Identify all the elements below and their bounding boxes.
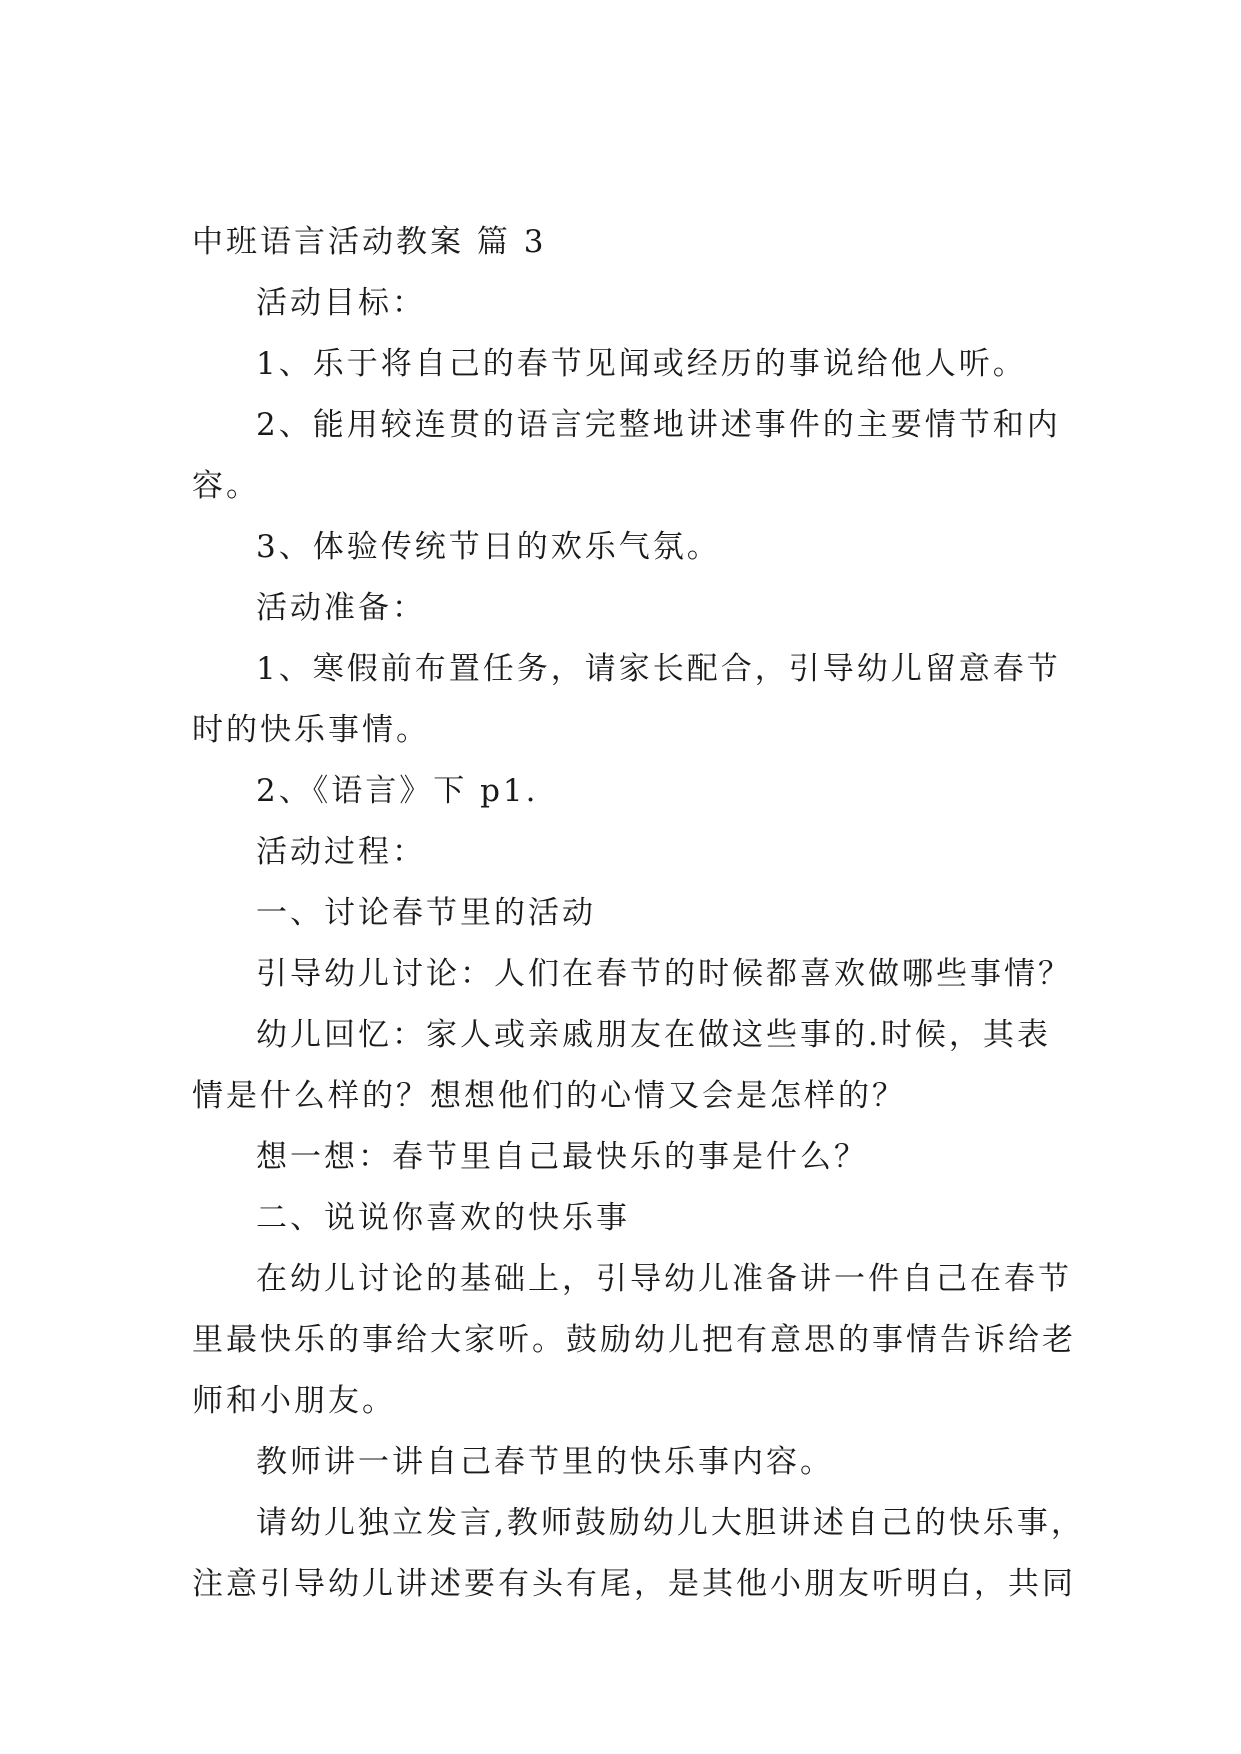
paragraph-line: 情是什么样的？想想他们的心情又会是怎样的？	[192, 1078, 906, 1114]
paragraph-line: 师和小朋友。	[192, 1383, 396, 1419]
paragraph-line: 二、说说你喜欢的快乐事	[256, 1200, 630, 1236]
paragraph-line: 活动准备：	[256, 590, 426, 626]
paragraph-line: 引导幼儿讨论：人们在春节的时候都喜欢做哪些事情？	[256, 956, 1072, 992]
paragraph-line: 3、体验传统节日的欢乐气氛。	[256, 529, 721, 565]
document-title: 中班语言活动教案 篇 3	[192, 224, 547, 260]
paragraph-line: 在幼儿讨论的基础上，引导幼儿准备讲一件自己在春节	[256, 1261, 1072, 1297]
paragraph-line: 2、《语言》下 p1.	[256, 773, 539, 809]
paragraph-line: 一、讨论春节里的活动	[256, 895, 596, 931]
paragraph-line: 活动过程：	[256, 834, 426, 870]
paragraph-line: 请幼儿独立发言,教师鼓励幼儿大胆讲述自己的快乐事，	[256, 1505, 1085, 1541]
document-body	[192, 212, 1085, 1615]
paragraph-line: 1、乐于将自己的春节见闻或经历的事说给他人听。	[256, 346, 1027, 382]
paragraph-line: 2、能用较连贯的语言完整地讲述事件的主要情节和内	[256, 407, 1061, 443]
paragraph-line: 里最快乐的事给大家听。鼓励幼儿把有意思的事情告诉给老	[192, 1322, 1076, 1358]
paragraph-line: 1、寒假前布置任务，请家长配合，引导幼儿留意春节	[256, 651, 1061, 687]
paragraph-line: 时的快乐事情。	[192, 712, 430, 748]
paragraph-line: 教师讲一讲自己春节里的快乐事内容。	[256, 1444, 834, 1480]
paragraph-line: 幼儿回忆：家人或亲戚朋友在做这些事的.时候，其表	[256, 1017, 1051, 1053]
paragraph-line: 活动目标：	[256, 285, 426, 321]
paragraph-line: 想一想：春节里自己最快乐的事是什么？	[256, 1139, 868, 1175]
paragraph-line: 注意引导幼儿讲述要有头有尾，是其他小朋友听明白，共同	[192, 1566, 1076, 1602]
paragraph-line: 容。	[192, 468, 260, 504]
